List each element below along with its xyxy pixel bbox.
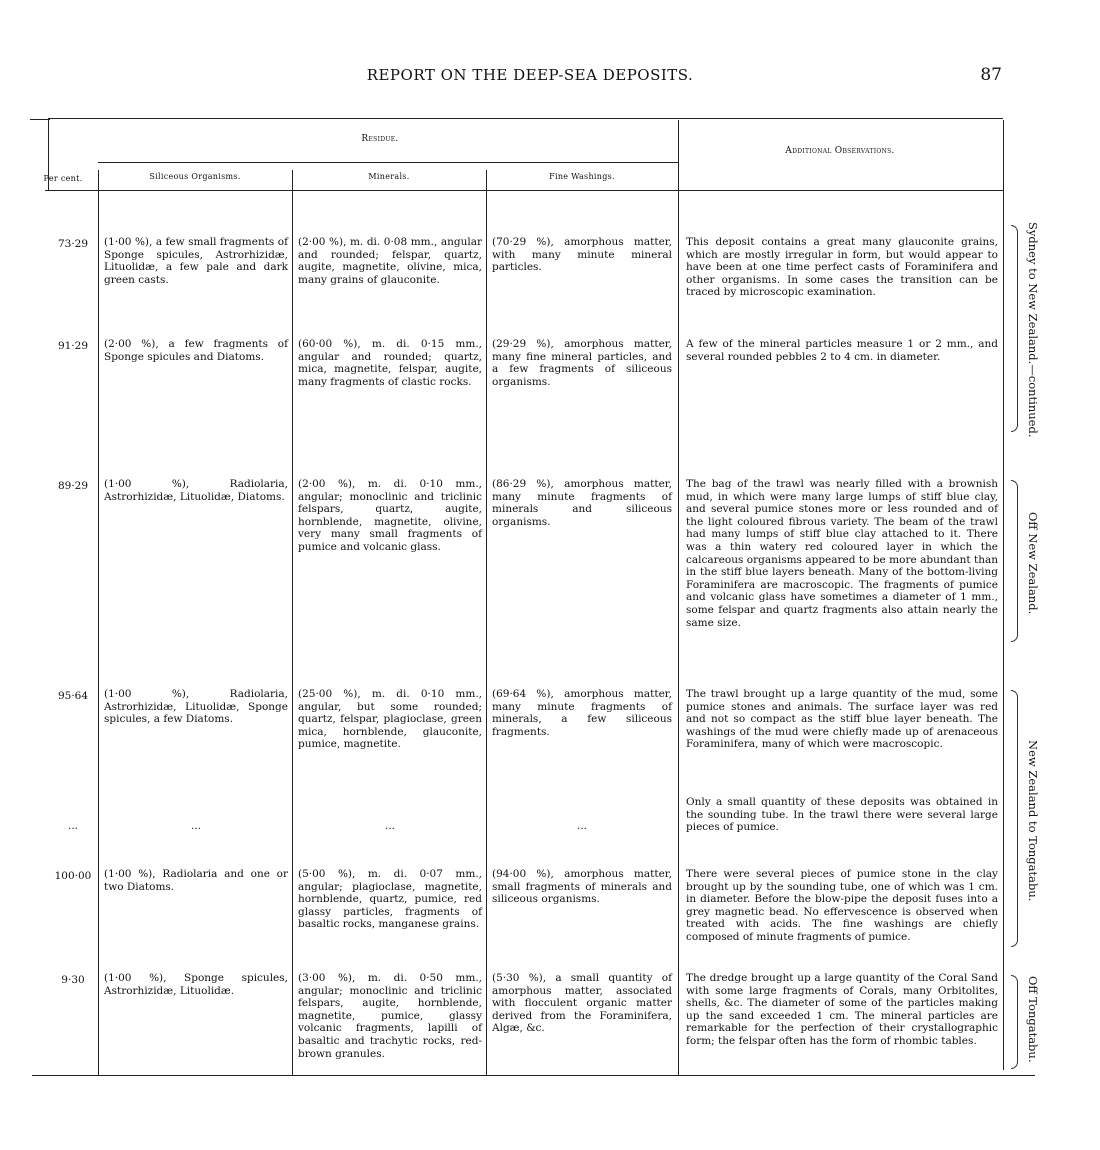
locality-label-1: Sydney to New Zealand.—continued. bbox=[1026, 222, 1040, 438]
row-5-siliceous: ... bbox=[190, 820, 201, 832]
row-7-washings: (5·30 %), a small quantity of amorphous matter, associated with flocculent organic matter derived from the Foraminifera, Algæ, &c. bbox=[492, 972, 672, 1035]
row-2-observations: A few of the mineral particles measure 1 or 2 mm., and several rounded pebbles 2 to 4 cm. in diameter. bbox=[686, 338, 998, 363]
row-5-minerals: ... bbox=[384, 820, 395, 832]
locality-1 bbox=[1018, 222, 1048, 438]
col-header-washings: Fine Washings. bbox=[549, 172, 615, 181]
header-bottom-rule bbox=[45, 190, 1003, 191]
row-3-observations: The bag of the trawl was nearly filled with a brownish mud, in which were many large lumps of stiff blue clay, and several pumice stones more or less rounded and of the light coloured fibrous variety. The beam of the trawl had many lumps of stiff blue clay attached to it. There was a thin watery red coloured layer in which the calcareous organisms appeared to be more abundant than in the stiff blue layers beneath. Many of the bottom-living Foraminifera are macroscopic. The fragments of pumice and volcanic glass have sometimes a diameter of 1 mm., some felspar and quartz fragments also attain nearly the same size. bbox=[686, 478, 998, 629]
locality-label-4: Off Tongatabu. bbox=[1026, 976, 1040, 1063]
row-4-percent: 95·64 bbox=[57, 690, 89, 702]
row-7-percent: 9·30 bbox=[61, 974, 85, 986]
row-4-washings: (69·64 %), amorphous matter, many minute fragments of minerals, a few siliceous fragments. bbox=[492, 688, 672, 738]
row-4-siliceous: (1·00 %), Radiolaria, Astrorhizidæ, Lituolidæ, Sponge spicules, a few Diatoms. bbox=[104, 688, 288, 726]
col-divider-2 bbox=[292, 170, 293, 1075]
row-6-washings: (94·00 %), amorphous matter, small fragments of minerals and siliceous organisms. bbox=[492, 868, 672, 906]
col-header-siliceous: Siliceous Organisms. bbox=[149, 172, 241, 181]
table-bottom-rule bbox=[32, 1075, 1035, 1076]
row-4-minerals: (25·00 %), m. di. 0·10 mm., angular, but some rounded; quartz, felspar, plagioclase, green mica, hornblende, glauconite, pumice, magnetite. bbox=[298, 688, 482, 751]
col-divider-3 bbox=[486, 170, 487, 1075]
row-3-percent: 89·29 bbox=[57, 480, 89, 492]
residue-header: Residue. bbox=[361, 134, 399, 144]
row-5-washings: ... bbox=[576, 820, 587, 832]
row-1-washings: (70·29 %), amorphous matter, with many minute mineral particles. bbox=[492, 236, 672, 274]
row-6-observations: There were several pieces of pumice stone in the clay brought up by the sounding tube, one of which was 1 cm. in diameter. Before the blow-pipe the deposit fuses into a grey magnetic bead. No effervescence is observed when treated with acids. The fine washings are chiefly composed of minute fragments of pumice. bbox=[686, 868, 998, 943]
row-7-siliceous: (1·00 %), Sponge spicules, Astrorhizidæ, Lituolidæ. bbox=[104, 972, 288, 997]
row-3-minerals: (2·00 %), m. di. 0·10 mm., angular; monoclinic and triclinic felspars, quartz, augite, hornblende, magnetite, olivine, very many small fragments of pumice and volcanic glass. bbox=[298, 478, 482, 553]
col-divider-4 bbox=[678, 120, 679, 1075]
locality-bracket-2 bbox=[1011, 480, 1018, 642]
row-7-observations: The dredge brought up a large quantity of the Coral Sand with some large fragments of Corals, many Orbitolites, shells, &c. The diameter of some of the particles making up the sand exceeded 1 cm. The mineral particles are remarkable for the perfection of their crystallographic form; the felspar often has the form of rhombic tables. bbox=[686, 972, 998, 1047]
locality-4 bbox=[1018, 976, 1048, 1066]
row-5-percent: ... bbox=[67, 820, 78, 832]
row-3-washings: (86·29 %), amorphous matter, many minute fragments of minerals and siliceous organisms. bbox=[492, 478, 672, 528]
locality-bracket-3 bbox=[1011, 690, 1018, 947]
row-6-minerals: (5·00 %), m. di. 0·07 mm., angular; plagioclase, magnetite, hornblende, quartz, pumice, red glassy particles, fragments of basaltic rocks, manganese grains. bbox=[298, 868, 482, 931]
row-2-percent: 91·29 bbox=[57, 340, 89, 352]
residue-subhead-rule bbox=[98, 162, 678, 163]
table-top-rule-left bbox=[30, 119, 50, 120]
row-1-siliceous: (1·00 %), a few small fragments of Sponge spicules, Astrorhizidæ, Lituolidæ, a few pale and dark green casts. bbox=[104, 236, 288, 286]
row-6-siliceous: (1·00 %), Radiolaria and one or two Diatoms. bbox=[104, 868, 288, 893]
row-7-minerals: (3·00 %), m. di. 0·50 mm., angular; monoclinic and triclinic felspars, augite, hornblende, magnetite, pumice, glassy volcanic fragments, lapilli of basaltic and trachytic rocks, red-brown granules. bbox=[298, 972, 482, 1060]
locality-bracket-1 bbox=[1011, 225, 1018, 432]
table-top-rule bbox=[48, 118, 1003, 119]
col-divider-5 bbox=[1003, 120, 1004, 1070]
locality-3 bbox=[1018, 740, 1048, 910]
additional-observations-header: Additional Observations. bbox=[785, 146, 895, 156]
col-header-percent: Per cent. bbox=[43, 174, 83, 183]
row-2-washings: (29·29 %), amorphous matter, many fine mineral particles, and a few fragments of siliceous organisms. bbox=[492, 338, 672, 388]
running-title: REPORT ON THE DEEP-SEA DEPOSITS. bbox=[366, 66, 694, 84]
row-2-minerals: (60·00 %), m. di. 0·15 mm., angular and rounded; quartz, mica, magnetite, felspar, augite, many fragments of clastic rocks. bbox=[298, 338, 482, 388]
col-header-minerals: Minerals. bbox=[368, 172, 410, 181]
row-1-minerals: (2·00 %), m. di. 0·08 mm., angular and rounded; felspar, quartz, augite, magnetite, olivine, mica, many grains of glauconite. bbox=[298, 236, 482, 286]
row-3-siliceous: (1·00 %), Radiolaria, Astrorhizidæ, Lituolidæ, Diatoms. bbox=[104, 478, 288, 503]
locality-bracket-4 bbox=[1011, 975, 1018, 1069]
row-1-observations: This deposit contains a great many glauconite grains, which are mostly irregular in form, but would appear to have been at one time perfect casts of Foraminifera and other organisms. In some cases the transition can be traced by microscopic examination. bbox=[686, 236, 998, 299]
locality-label-3: New Zealand to Tongatabu. bbox=[1026, 740, 1040, 902]
locality-label-2: Off New Zealand. bbox=[1026, 512, 1040, 615]
row-2-siliceous: (2·00 %), a few fragments of Sponge spicules and Diatoms. bbox=[104, 338, 288, 363]
locality-2 bbox=[1018, 512, 1048, 622]
col-divider-1 bbox=[98, 170, 99, 1075]
page-header bbox=[0, 66, 1100, 90]
row-5-observations: Only a small quantity of these deposits was obtained in the sounding tube. In the trawl there were several large pieces of pumice. bbox=[686, 796, 998, 834]
page-number: 87 bbox=[980, 65, 1002, 85]
row-4-observations: The trawl brought up a large quantity of the mud, some pumice stones and animals. The surface layer was red and not so compact as the stiff blue layer beneath. The washings of the mud were chiefly made up of arenaceous Foraminifera, many of which were macroscopic. bbox=[686, 688, 998, 751]
row-6-percent: 100·00 bbox=[54, 870, 92, 882]
row-1-percent: 73·29 bbox=[57, 238, 89, 250]
